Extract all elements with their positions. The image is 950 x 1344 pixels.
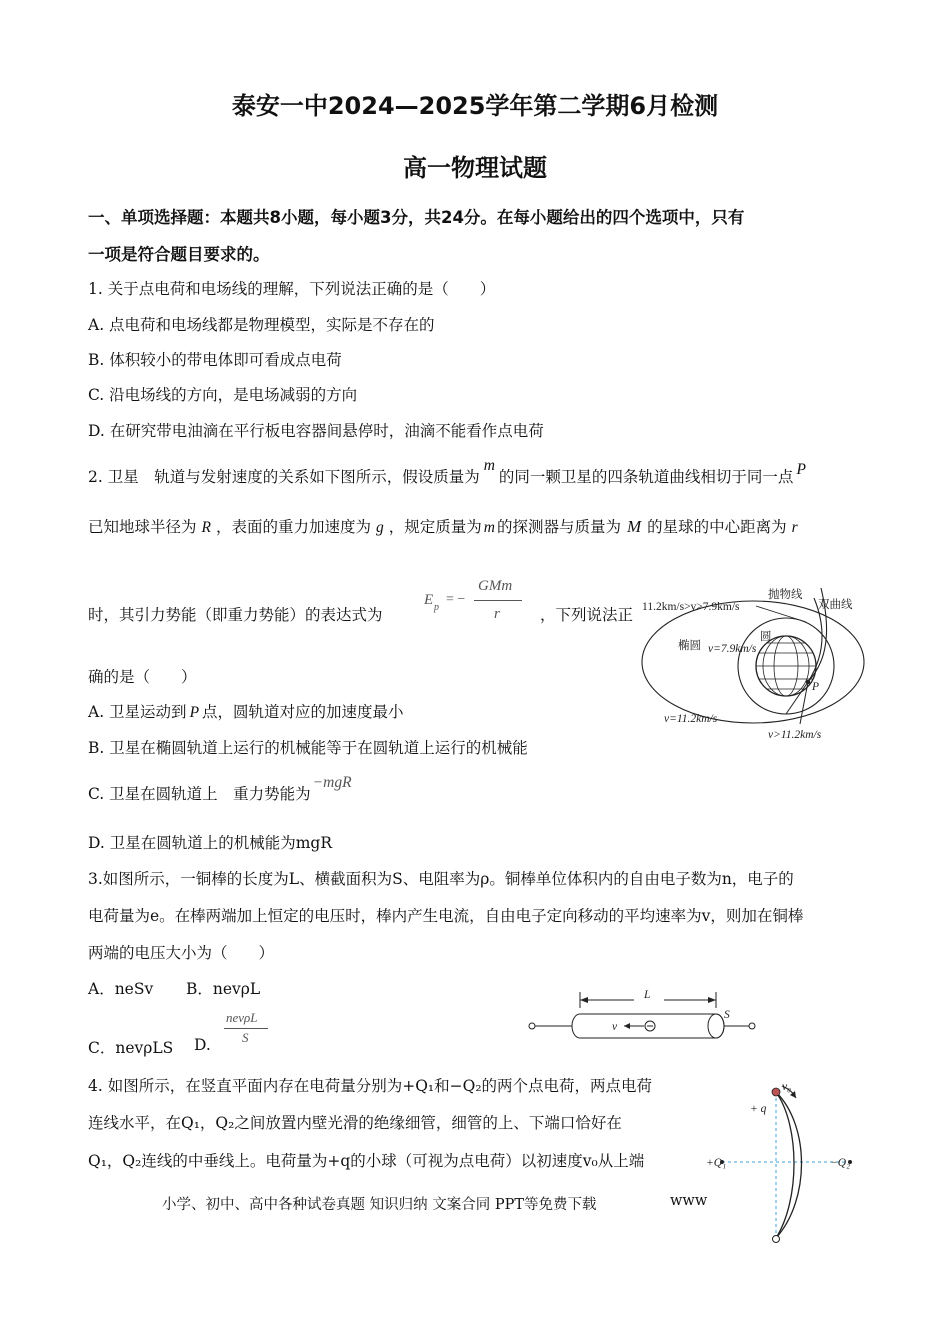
q3-option-b-text: B．nevρL (186, 980, 261, 998)
q3-line3: 两端的电压大小为（ ） (88, 944, 275, 962)
label-S: S (724, 1009, 730, 1021)
label-Q1: +Q₁ (706, 1157, 727, 1169)
q3-d-fraction-bar (224, 1028, 268, 1029)
label-P: P (812, 681, 820, 693)
q2-line1-a: 2. 卫星 轨道与发射速度的关系如下图所示，假设质量为 (88, 468, 480, 486)
q1-stem: 1. 关于点电荷和电场线的理解，下列说法正确的是（ ） (88, 280, 496, 298)
label-v0: v₀ (782, 1081, 792, 1093)
footer-text: 小学、初中、高中各种试卷真题 知识归纳 文案合同 PPT等免费下载 (162, 1197, 597, 1213)
page-title: 泰安一中2024—2025学年第二学期6月检测 (231, 92, 719, 120)
q2-line2-e: 的星球的中心距离为 (647, 518, 787, 536)
page-subtitle: 高一物理试题 (403, 154, 547, 182)
q4-line1: 4. 如图所示，在竖直平面内存在电荷量分别为+Q₁和−Q₂的两个点电荷，两点电荷 (88, 1077, 653, 1095)
pointer-range (756, 606, 806, 622)
q2-option-a-p: P (189, 704, 200, 721)
copper-rod-diagram (524, 984, 764, 1054)
q2-option-c-expr: −mgR (312, 774, 352, 791)
q2-var-r: r (791, 519, 798, 536)
point-P (806, 680, 810, 684)
orbit-diagram (636, 582, 866, 747)
formula-fraction-bar (474, 600, 522, 601)
q2-var-g: g (376, 519, 384, 536)
footer-www[interactable]: www (670, 1193, 708, 1209)
ellipse-orbit (642, 601, 864, 723)
q4-line2: 连线水平，在Q₁，Q₂之间放置内壁光滑的绝缘细管，细管的上、下端口恰好在 (88, 1114, 622, 1132)
label-circle: 圆 (760, 631, 772, 643)
q3-line2: 电荷量为e。在棒两端加上恒定的电压时，棒内产生电流，自由电子定向移动的平均速率为v，则加在铜棒 (88, 907, 804, 925)
label-v79: v=7.9km/s (708, 643, 757, 655)
label-hyperbola: 双曲线 (818, 599, 853, 611)
label-vgt112: v>11.2km/s (768, 729, 822, 741)
q2-var-m2: m (483, 519, 495, 536)
q2-option-c-text: C. 卫星在圆轨道上 重力势能为 (88, 785, 311, 803)
q2-var-R: R (201, 519, 211, 536)
label-q: + q (750, 1103, 767, 1115)
q1-option-a: A. 点电荷和电场线都是物理模型，实际是不存在的 (88, 316, 435, 334)
q2-line2-b: ，表面的重力加速度为 (215, 518, 371, 536)
formula-E: E (424, 592, 434, 608)
q3-option-d: D. (194, 1036, 211, 1054)
q3-option-d-fraction (222, 1010, 272, 1050)
tube-diagram (700, 1076, 870, 1248)
label-v112: v=11.2km/s (664, 713, 718, 725)
q2-line3-tail: ，下列说法正 (540, 606, 634, 624)
q3-d-numerator: nevρL (226, 1010, 258, 1025)
section-heading-line2: 一项是符合题目要求的。 (88, 245, 270, 264)
q2-line2-d: 的探测器与质量为 (496, 518, 621, 536)
q2-var-m: m (483, 457, 495, 474)
label-parabola: 抛物线 (768, 589, 803, 601)
label-Q2: −Q₂ (830, 1157, 851, 1169)
q3-option-a (88, 977, 153, 999)
formula-numerator: GMm (478, 578, 513, 594)
q1-option-b: B. 体积较小的带电体即可看成点电荷 (88, 351, 342, 369)
q3-option-b (186, 977, 260, 999)
q3-option-a-text: A．neSv (88, 980, 154, 998)
q3-option-c: C．nevρLS (88, 1039, 174, 1057)
label-ellipse: 椭圆 (678, 640, 701, 652)
q2-option-a-rest: 点，圆轨道对应的加速度最小 (202, 703, 404, 721)
tube-outer (776, 1092, 802, 1238)
q1-option-d: D. 在研究带电油滴在平行板电容器间悬停时，油滴不能看作点电荷 (88, 422, 544, 440)
formula-denominator: r (494, 606, 500, 622)
label-v: v (612, 1021, 618, 1033)
q2-var-p: P (796, 461, 806, 478)
q2-option-a-text: A. 卫星运动到 (88, 703, 187, 721)
q2-option-b: B. 卫星在椭圆轨道上运行的机械能等于在圆轨道上运行的机械能 (88, 739, 528, 757)
q4-line3: Q₁，Q₂连线的中垂线上。电荷量为+q的小球（可视为点电荷）以初速度v₀从上端 (88, 1152, 645, 1170)
q2-line2-a: 已知地球半径为 (88, 518, 197, 536)
label-range: 11.2km/s>v>7.9km/s (642, 601, 740, 613)
q3-line1: 3.如图所示，一铜棒的长度为L、横截面积为S、电阻率为ρ。铜棒单位体积内的自由电子数为n，电子的 (88, 870, 794, 888)
q2-var-M: M (626, 517, 642, 536)
formula-eq: = − (446, 592, 466, 607)
q2-potential-formula (424, 578, 534, 628)
q2-option-c (88, 774, 352, 804)
label-L: L (644, 989, 651, 1001)
q3-d-denominator: S (242, 1030, 249, 1045)
q1-option-c: C. 沿电场线的方向，是电场减弱的方向 (88, 386, 358, 404)
q2-option-a (88, 700, 404, 722)
q2-option-d: D. 卫星在圆轨道上的机械能为mgR (88, 834, 333, 852)
q2-line3-text: 时，其引力势能（即重力势能）的表达式为 (88, 606, 383, 624)
q2-line4: 确的是（ ） (88, 668, 197, 686)
q2-line1-b: 的同一颗卫星的四条轨道曲线相切于同一点 (498, 468, 794, 486)
q2-line2 (88, 515, 798, 537)
formula-sub-p: p (434, 602, 439, 613)
q2-line2-c: ，规定质量为 (388, 518, 482, 536)
section-heading-line1: 一、单项选择题：本题共8小题，每小题3分，共24分。在每小题给出的四个选项中，只有 (88, 208, 745, 227)
q2-line1 (88, 457, 806, 487)
tube-bottom-end (773, 1236, 780, 1243)
ball (772, 1088, 780, 1096)
